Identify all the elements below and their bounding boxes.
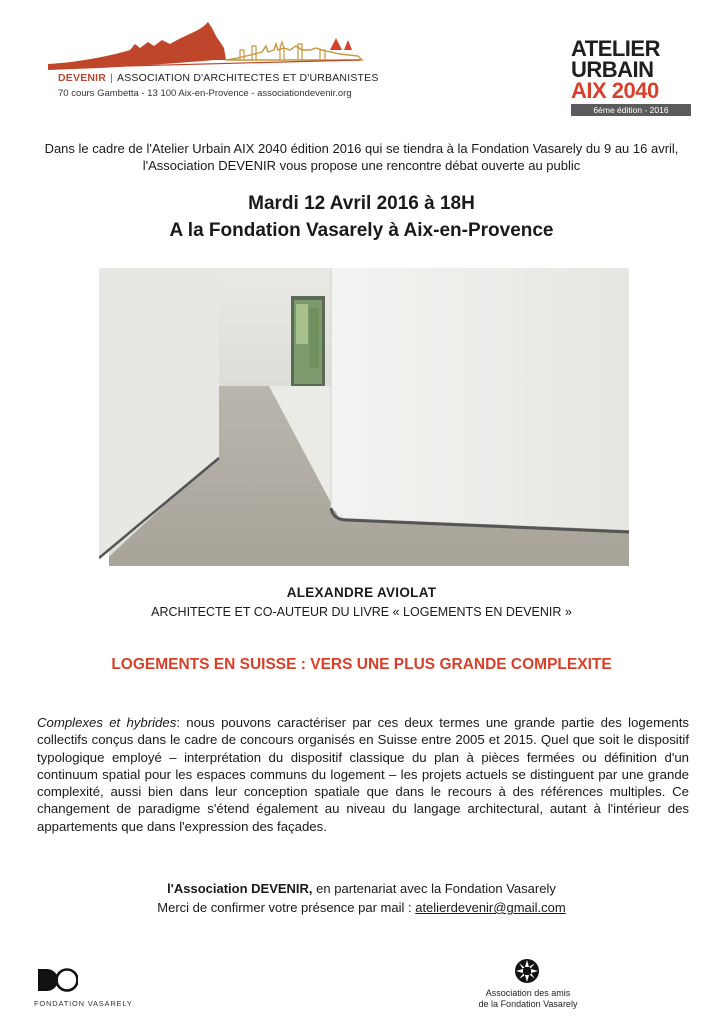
- event-venue: A la Fondation Vasarely à Aix-en-Provence: [169, 220, 554, 241]
- devenir-logo-icon: [40, 20, 370, 72]
- speaker-role: ARCHITECTE ET CO-AUTEUR DU LIVRE « LOGEMENTS EN DEVENIR »: [151, 605, 572, 619]
- org-separator: |: [110, 72, 114, 84]
- amis-fondation-logo-icon: [514, 958, 540, 984]
- badge-edition: 6ème édition - 2016: [571, 104, 691, 116]
- amis-label-line-1: Association des amis: [485, 988, 571, 998]
- badge-line-3: AIX 2040: [571, 78, 659, 103]
- fondation-vasarely-logo-icon: [36, 967, 78, 993]
- speaker-name: ALEXANDRE AVIOLAT: [286, 585, 437, 600]
- partner-org: l'Association DEVENIR,: [167, 881, 313, 896]
- confirm-text: Merci de confirmer votre présence par mail :: [157, 900, 416, 915]
- partner-rest: en partenariat avec la Fondation Vasarely: [312, 881, 556, 896]
- abstract-paragraph: [37, 714, 689, 835]
- badge-line-1: ATELIER: [571, 36, 660, 61]
- talk-title: LOGEMENTS EN SUISSE : VERS UNE PLUS GRANDE COMPLEXITE: [111, 656, 612, 673]
- abstract-body: : nous pouvons caractériser par ces deux termes une grande partie des logements collectifs conçus dans le cadre de concours organisés en Suisse entre 2005 et 2015. Quel que soit le dispositif typologique employé – interprétation du dispositif classique du plan à pièces fermées ou définition d'un continuum spatial pour les espaces communs du logement – les projets actuels se distinguent par une grande complexité, aussi bien dans leur conception spatiale que dans le recours à des références multiples. Ce changement de paradigme s'étend également au niveau du langage architectural, autant à l'intérieur des appartements que dans l'expression des façades.: [37, 715, 689, 834]
- intro-paragraph: Dans le cadre de l'Atelier Urbain AIX 2040 édition 2016 qui se tiendra à la Fondation Vasarely du 9 au 16 avril, l'Association DEVENIR vous propose une rencontre débat ouverte au public: [44, 141, 679, 173]
- badge-line-2: URBAIN: [571, 57, 654, 82]
- atelier-urbain-badge: [571, 38, 691, 116]
- org-title: ASSOCIATION D'ARCHITECTES ET D'URBANISTES: [117, 72, 379, 84]
- email-link[interactable]: atelierdevenir@gmail.com: [415, 900, 566, 915]
- amis-fondation-label: [456, 988, 600, 1010]
- org-title-line: [58, 72, 379, 84]
- org-address: 70 cours Gambetta - 13 100 Aix-en-Provence - associationdevenir.org: [58, 88, 352, 99]
- confirm-line: [20, 900, 703, 915]
- partner-line: [20, 881, 703, 896]
- amis-label-line-2: de la Fondation Vasarely: [478, 999, 578, 1009]
- abstract-lead: Complexes et hybrides: [37, 715, 177, 730]
- org-name: DEVENIR: [58, 72, 107, 84]
- fondation-vasarely-label: FONDATION VASARELY: [34, 999, 133, 1008]
- interior-photo: [99, 268, 629, 566]
- event-date: Mardi 12 Avril 2016 à 18H: [248, 193, 475, 214]
